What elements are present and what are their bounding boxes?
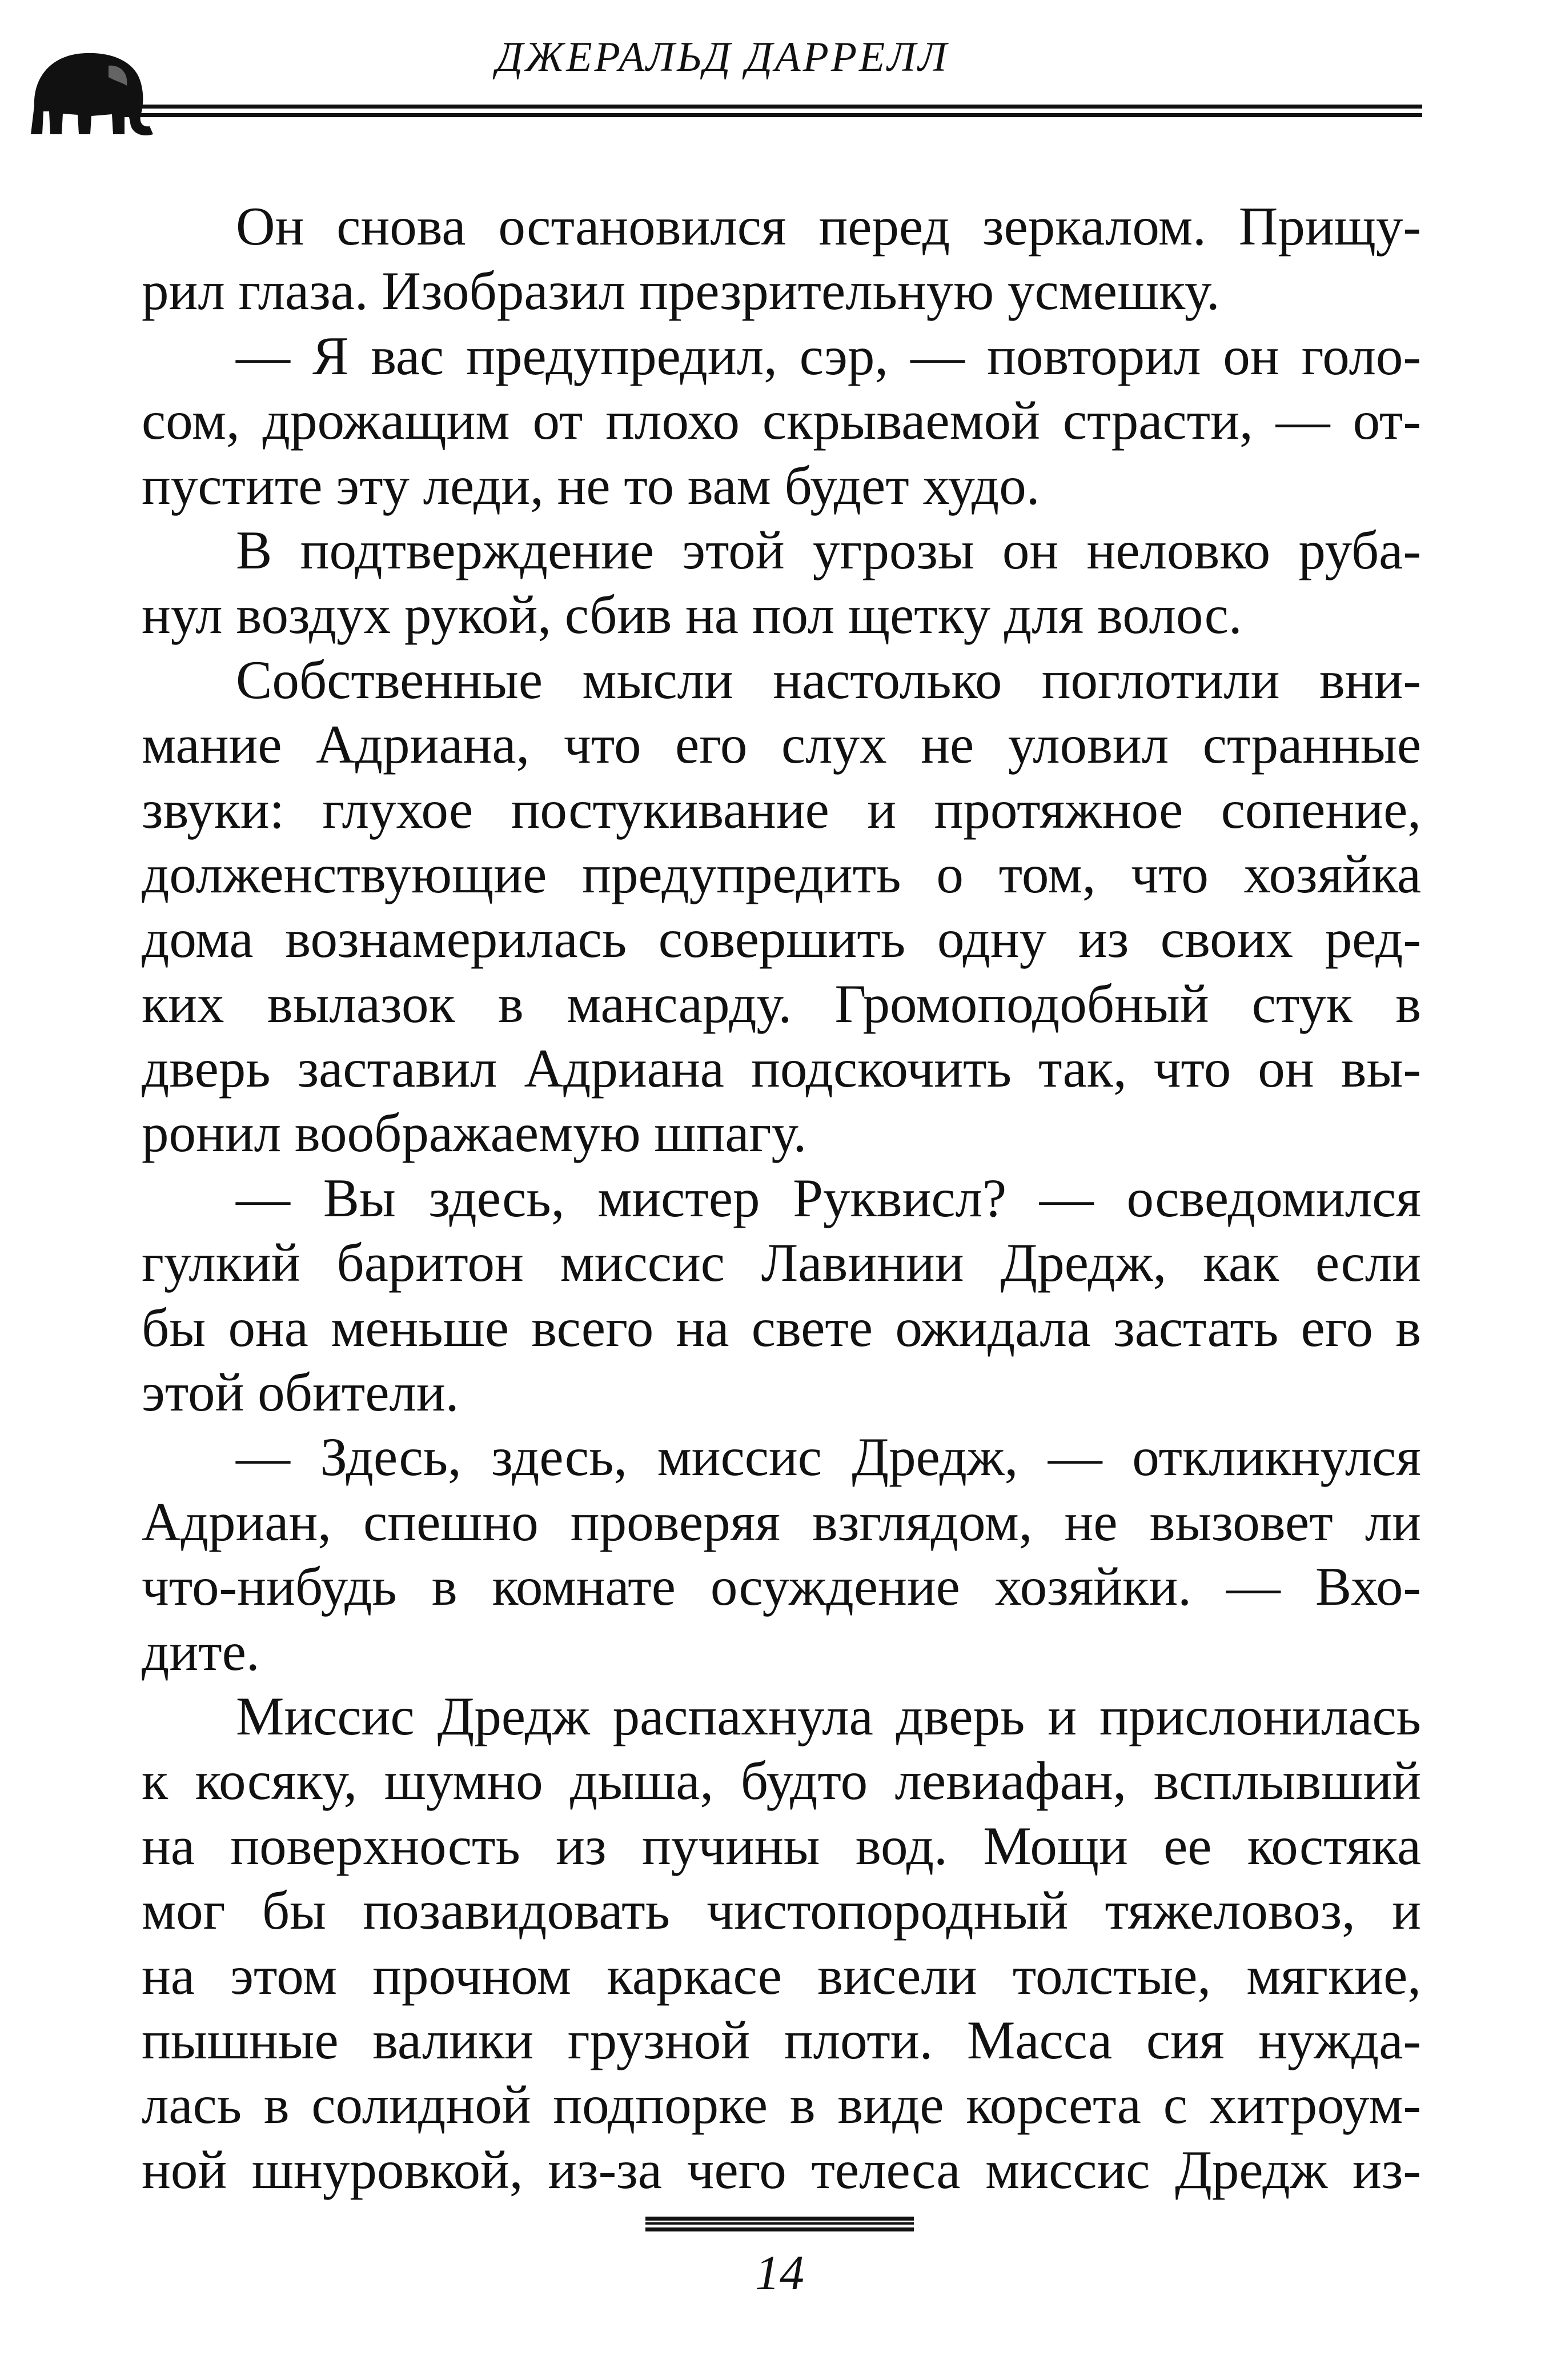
- text-line: пышные валики грузной плоти. Масса сия нужда-: [142, 2009, 1421, 2070]
- paragraph: [142, 1425, 1421, 1684]
- text-line: Он снова остановился перед зеркалом. Прищу-: [236, 196, 1421, 257]
- paragraph: [142, 1684, 1421, 2202]
- header-rule: [137, 105, 1422, 117]
- text-line: гулкий баритон миссис Лавинии Дредж, как если: [142, 1232, 1421, 1293]
- running-title: ДЖЕРАЛЬД ДАРРЕЛЛ: [496, 34, 949, 81]
- text-line: пустите эту леди, не то вам будет худо.: [142, 455, 1040, 516]
- page-number: 14: [755, 2245, 804, 2300]
- text-line: дверь заставил Адриана подскочить так, что он вы-: [142, 1038, 1421, 1099]
- text-line: В подтверждение этой угрозы он неловко руба-: [236, 519, 1421, 580]
- footer-rule: [645, 2217, 914, 2231]
- text-line: мог бы позавидовать чистопородный тяжеловоз, и: [142, 1880, 1421, 1941]
- paragraph: [142, 648, 1421, 1166]
- text-line: ной шнуровкой, из-за чего телеса миссис Дредж из-: [142, 2139, 1421, 2200]
- text-line: к косяку, шумно дыша, будто левиафан, всплывший: [142, 1750, 1421, 1812]
- text-line: сом, дрожащим от плохо скрываемой страсти, — от-: [142, 390, 1421, 451]
- text-line: дите.: [142, 1621, 260, 1682]
- paragraph: [142, 194, 1421, 324]
- body-text: [142, 194, 1421, 2202]
- text-line: лась в солидной подпорке в виде корсета с хитроум-: [142, 2074, 1421, 2135]
- text-line: нул воздух рукой, сбив на пол щетку для волос.: [142, 584, 1242, 646]
- paragraph: [142, 324, 1421, 518]
- text-line: долженствующие предупредить о том, что хозяйка: [142, 843, 1421, 904]
- text-line: что-нибудь в комнате осуждение хозяйки. — Вхо-: [142, 1556, 1421, 1617]
- text-line: бы она меньше всего на свете ожидала застать его в: [142, 1297, 1421, 1358]
- paragraph: [142, 518, 1421, 648]
- text-line: дома вознамерилась совершить одну из своих ред-: [142, 908, 1421, 969]
- page-header: [23, 31, 1422, 134]
- text-line: этой обители.: [142, 1362, 459, 1423]
- text-line: ких вылазок в мансарду. Громоподобный стук в: [142, 973, 1421, 1034]
- text-line: — Здесь, здесь, миссис Дредж, — откликнулся: [236, 1427, 1421, 1488]
- text-line: — Я вас предупредил, сэр, — повторил он голо-: [236, 325, 1421, 386]
- text-line: ронил воображаемую шпагу.: [142, 1103, 807, 1164]
- text-line: мание Адриана, что его слух не уловил странные: [142, 714, 1421, 775]
- text-line: — Вы здесь, мистер Руквисл? — осведомился: [236, 1167, 1421, 1228]
- paragraph: [142, 1166, 1421, 1425]
- text-line: на этом прочном каркасе висели толстые, мягкие,: [142, 1945, 1421, 2006]
- text-line: рил глаза. Изобразил презрительную усмешку.: [142, 261, 1220, 322]
- text-line: Адриан, спешно проверяя взглядом, не вызовет ли: [142, 1491, 1421, 1552]
- text-line: на поверхность из пучины вод. Мощи ее костяка: [142, 1815, 1421, 1876]
- text-line: Миссис Дредж распахнула дверь и прислонилась: [236, 1685, 1421, 1746]
- text-line: звуки: глухое постукивание и протяжное сопение,: [142, 779, 1421, 840]
- text-line: Собственные мысли настолько поглотили вни-: [236, 649, 1421, 710]
